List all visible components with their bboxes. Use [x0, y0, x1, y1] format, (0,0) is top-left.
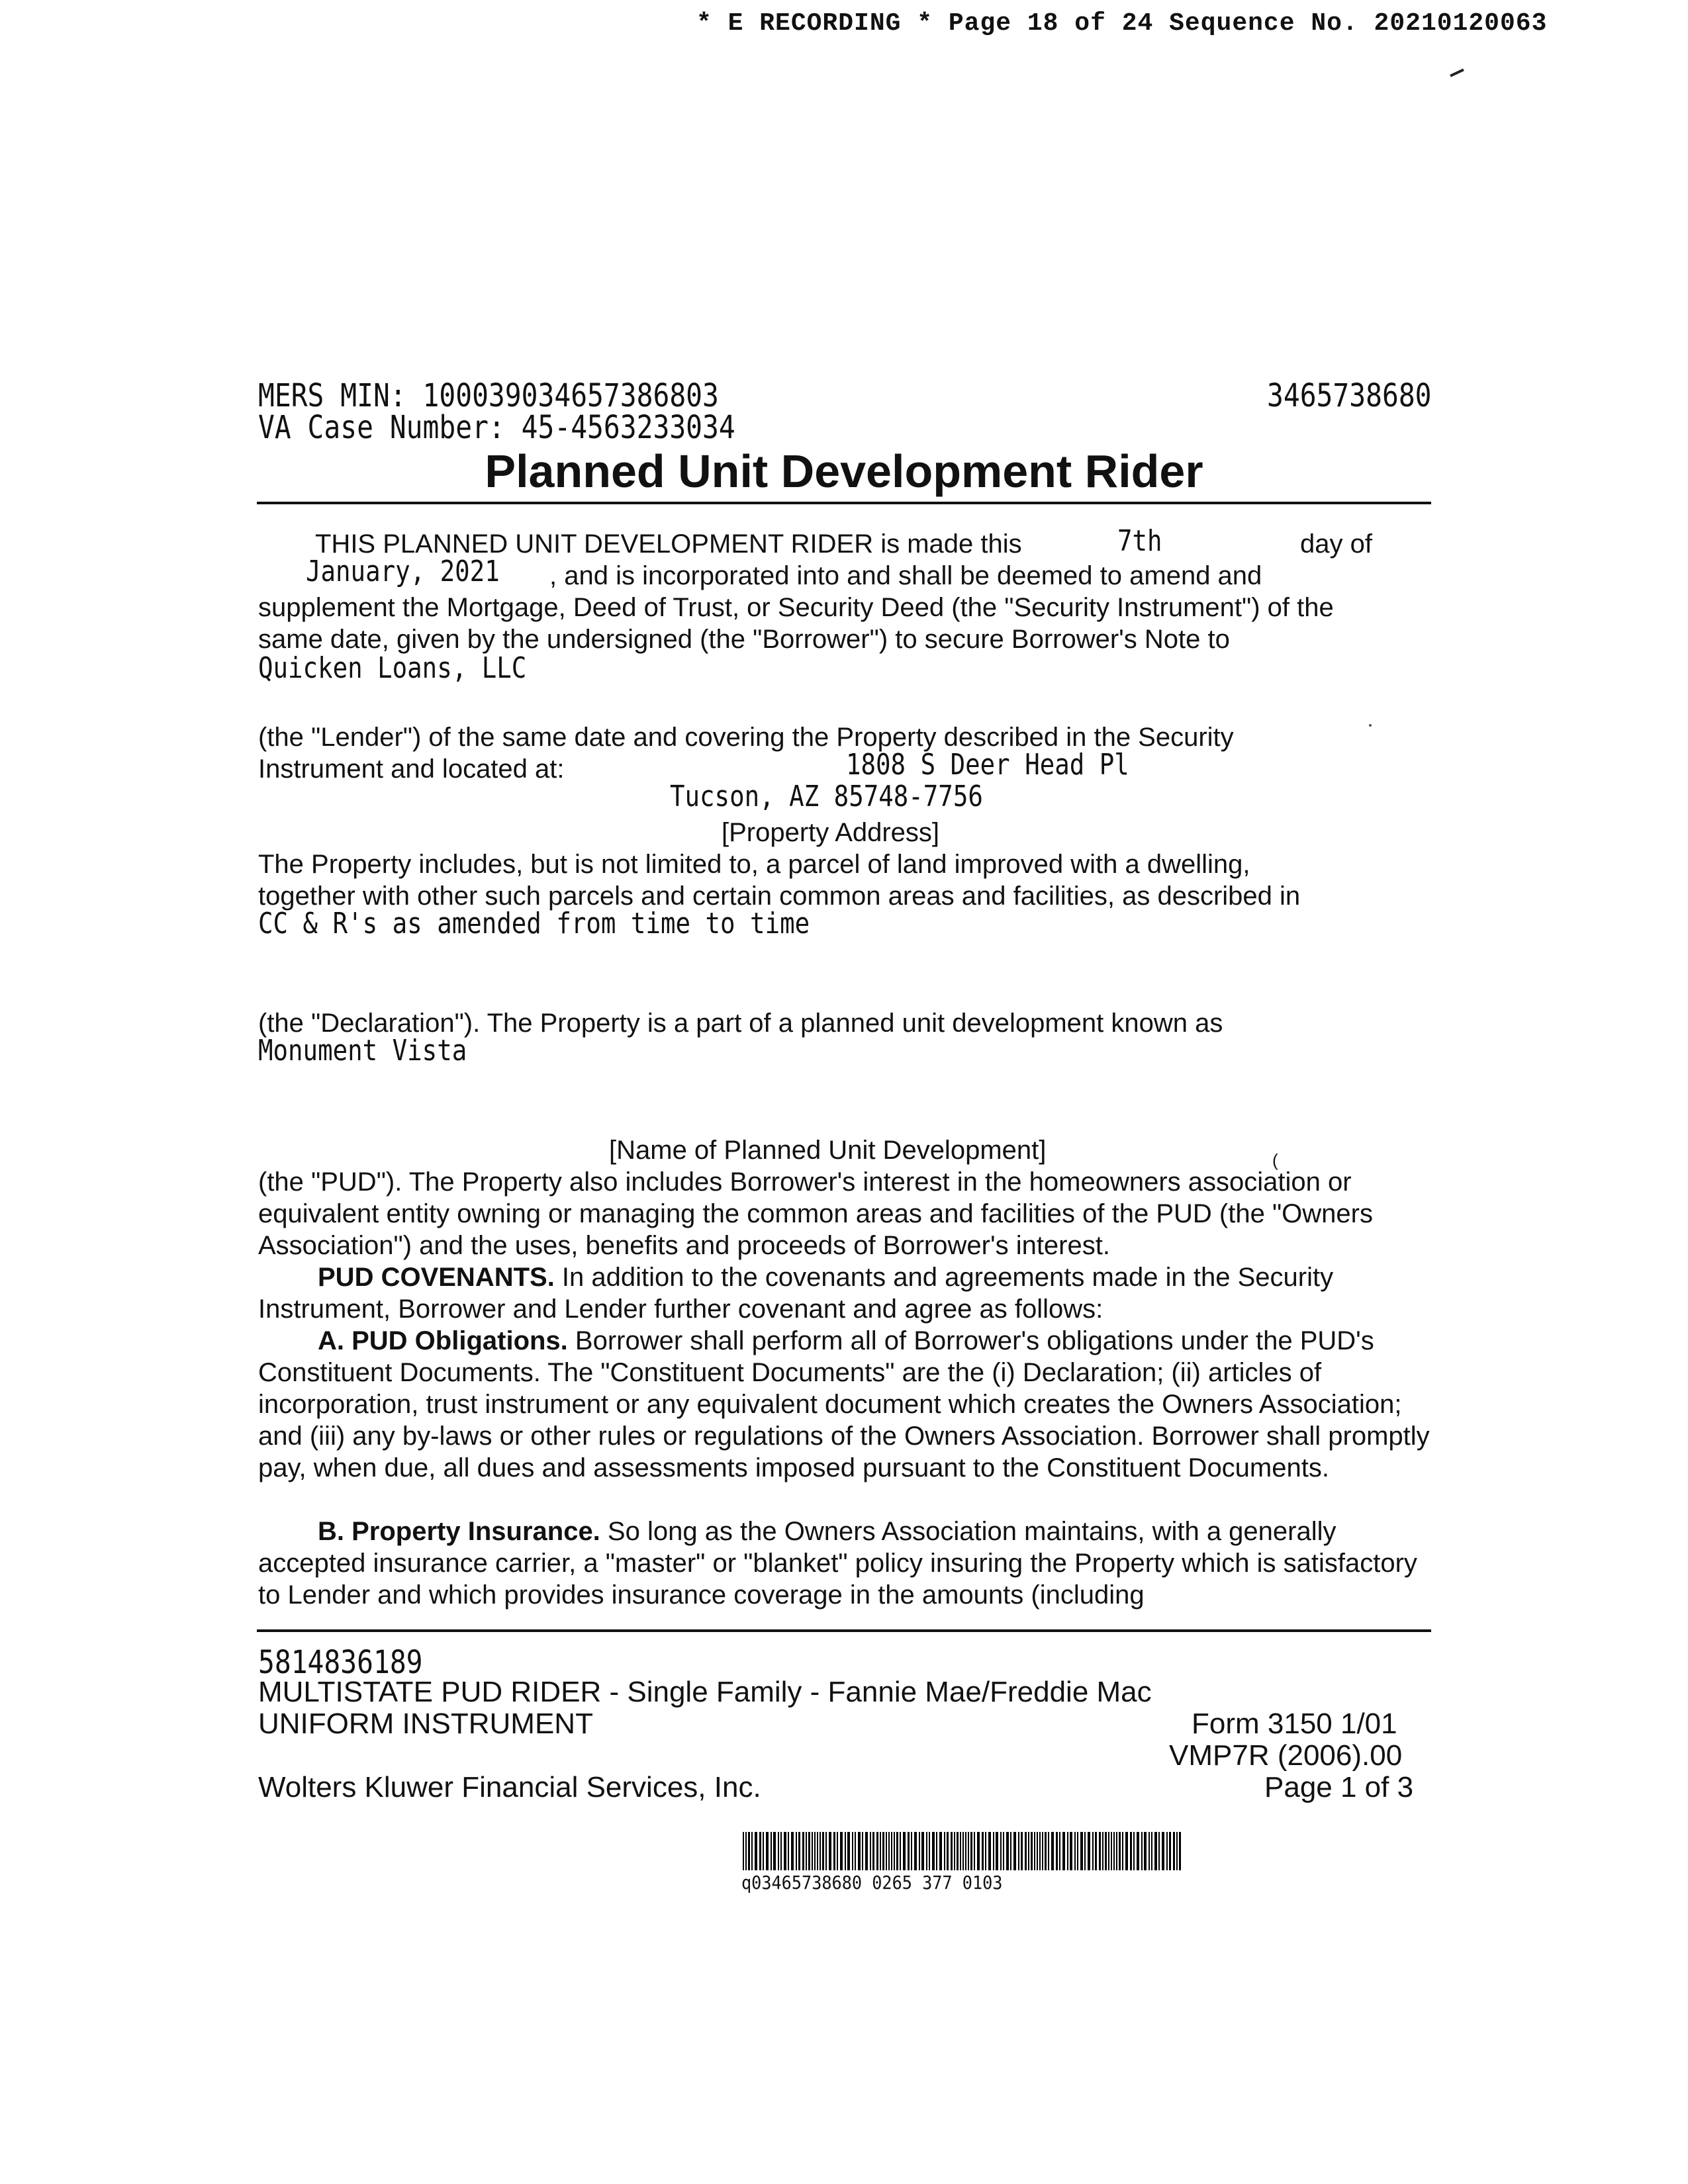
barcode-bar	[965, 1832, 966, 1870]
barcode-bar	[847, 1832, 850, 1870]
barcode-bar	[1006, 1832, 1009, 1870]
barcode-bar	[755, 1832, 757, 1870]
barcode-bar	[1028, 1832, 1029, 1870]
barcode-bar	[996, 1832, 998, 1870]
barcode-bar	[1095, 1832, 1097, 1870]
section-a-heading: A. PUD Obligations.	[318, 1326, 568, 1355]
barcode-bar	[855, 1832, 856, 1870]
barcode-bar	[743, 1832, 744, 1870]
barcode-bar	[802, 1832, 804, 1870]
barcode-bar	[1149, 1832, 1150, 1870]
pud-name: Monument Vista	[258, 1034, 467, 1068]
form-line2: UNIFORM INSTRUMENT	[258, 1707, 593, 1740]
barcode-bar	[1034, 1832, 1035, 1870]
barcode-bar	[796, 1832, 797, 1870]
barcode-bar	[1130, 1832, 1132, 1870]
barcode-bar	[1051, 1832, 1054, 1870]
barcode-bar	[845, 1832, 846, 1870]
barcode-bar	[1088, 1832, 1090, 1870]
barcode-bar	[773, 1832, 776, 1870]
barcode-bar	[1141, 1832, 1143, 1870]
barcode-bar	[1045, 1832, 1047, 1870]
barcode-bar	[957, 1832, 959, 1870]
barcode-bar	[982, 1832, 984, 1870]
declaration-value: CC & R's as amended from time to time	[258, 907, 810, 940]
barcode-bar	[788, 1832, 789, 1870]
title-rule	[257, 502, 1431, 504]
intro-line10: The Property includes, but is not limited to, a parcel of land improved with a dwelling,	[258, 850, 1250, 879]
barcode-bar	[985, 1832, 986, 1870]
barcode-bar	[919, 1832, 920, 1870]
barcode-bar	[766, 1832, 769, 1870]
barcode-bar	[876, 1832, 878, 1870]
barcode-text: q03465738680 0265 377 0103	[741, 1872, 1003, 1893]
loan-number: 3465738680	[1267, 377, 1432, 414]
barcode-bar	[1031, 1832, 1033, 1870]
barcode-bar	[1010, 1832, 1011, 1870]
property-address-line1: 1808 S Deer Head Pl	[846, 748, 1129, 782]
barcode-bar	[886, 1832, 887, 1870]
barcode-bar	[822, 1832, 824, 1870]
pud-name-caption: [Name of Planned Unit Development]	[609, 1136, 1047, 1165]
barcode-bar	[1039, 1832, 1041, 1870]
intro-incorporated: , and is incorporated into and shall be deemed to amend and	[549, 561, 1262, 590]
barcode-bar	[1108, 1832, 1109, 1870]
barcode-bar	[1154, 1832, 1157, 1870]
barcode-bar	[780, 1832, 782, 1870]
barcode-bar	[1092, 1832, 1094, 1870]
page-number: Page 1 of 3	[1264, 1771, 1414, 1803]
section-b-text: So long as the Owners Association maintains, with a generally accepted insurance carrier, a "master" or "blanket" policy insuring the Property which is satisfactory to Lender and which provides insurance coverage in the amounts (including	[258, 1517, 1417, 1610]
barcode-bar	[1162, 1832, 1164, 1870]
barcode-bar	[852, 1832, 853, 1870]
barcode-bar	[936, 1832, 937, 1870]
barcode-bar	[1000, 1832, 1002, 1870]
barcode-bar	[825, 1832, 827, 1870]
barcode-bar	[778, 1832, 779, 1870]
barcode-bar	[1099, 1832, 1101, 1870]
barcode-bar	[1122, 1832, 1123, 1870]
barcode-bar	[1059, 1832, 1060, 1870]
section-b-paragraph	[258, 1516, 1436, 1611]
barcode-bar	[974, 1832, 975, 1870]
barcode-bar	[960, 1832, 961, 1870]
barcode-bar	[903, 1832, 906, 1870]
barcode-bar	[1080, 1832, 1083, 1870]
barcode-bar	[1042, 1832, 1043, 1870]
barcode-bar	[1125, 1832, 1128, 1870]
barcode-bar	[947, 1832, 949, 1870]
intro-line4: same date, given by the undersigned (the "Borrower") to secure Borrower's Note to	[258, 625, 1230, 654]
barcode-bar	[1021, 1832, 1023, 1870]
barcode-bar	[812, 1832, 813, 1870]
barcode-bar	[1158, 1832, 1160, 1870]
footer-rule	[257, 1629, 1431, 1632]
barcode	[743, 1832, 1199, 1870]
barcode-bar	[858, 1832, 861, 1870]
intro-line3: supplement the Mortgage, Deed of Trust, or Security Deed (the "Security Instrument") of the	[258, 593, 1334, 622]
barcode-bar	[840, 1832, 843, 1870]
stray-mark: (	[1272, 1150, 1278, 1170]
barcode-bar	[798, 1832, 800, 1870]
barcode-bar	[745, 1832, 747, 1870]
barcode-bar	[921, 1832, 924, 1870]
recording-stamp: * E RECORDING * Page 18 of 24 Sequence No. 20210120063	[696, 9, 1548, 38]
section-a-paragraph	[258, 1325, 1436, 1484]
barcode-bar	[939, 1832, 942, 1870]
barcode-bar	[1133, 1832, 1135, 1870]
barcode-bar	[865, 1832, 868, 1870]
barcode-bar	[1173, 1832, 1175, 1870]
barcode-bar	[784, 1832, 786, 1870]
barcode-bar	[993, 1832, 994, 1870]
barcode-bar	[929, 1832, 930, 1870]
barcode-bar	[771, 1832, 772, 1870]
barcode-bar	[888, 1832, 890, 1870]
barcode-bar	[751, 1832, 753, 1870]
barcode-bar	[759, 1832, 761, 1870]
barcode-bar	[896, 1832, 898, 1870]
barcode-bar	[1119, 1832, 1121, 1870]
barcode-bar	[880, 1832, 881, 1870]
barcode-bar	[894, 1832, 895, 1870]
barcode-bar	[1056, 1832, 1058, 1870]
intro-line7: Instrument and located at:	[258, 754, 565, 784]
barcode-bar	[1003, 1832, 1004, 1870]
publisher: Wolters Kluwer Financial Services, Inc.	[258, 1771, 761, 1803]
speck	[1369, 724, 1372, 727]
barcode-bar	[900, 1832, 901, 1870]
va-case-number: VA Case Number: 45-4563233034	[258, 409, 735, 446]
barcode-bar	[1037, 1832, 1038, 1870]
barcode-bar	[908, 1832, 910, 1870]
document-title: Planned Unit Development Rider	[485, 445, 1203, 497]
barcode-bar	[1084, 1832, 1086, 1870]
barcode-bar	[1166, 1832, 1168, 1870]
intro-line13: (the "Declaration"). The Property is a part of a planned unit development known as	[258, 1009, 1223, 1038]
barcode-bar	[1013, 1832, 1016, 1870]
barcode-bar	[1116, 1832, 1117, 1870]
barcode-bar	[837, 1832, 838, 1870]
barcode-bar	[808, 1832, 810, 1870]
barcode-bar	[911, 1832, 912, 1870]
property-address-line2: Tucson, AZ 85748-7756	[670, 780, 983, 813]
barcode-bar	[977, 1832, 980, 1870]
pud-covenants-paragraph	[258, 1261, 1436, 1325]
intro-made-this: THIS PLANNED UNIT DEVELOPMENT RIDER is made this	[315, 529, 1022, 559]
barcode-bar	[862, 1832, 863, 1870]
form-line1: MULTISTATE PUD RIDER - Single Family - Fannie Mae/Freddie Mac	[258, 1676, 1152, 1708]
barcode-bar	[748, 1832, 750, 1870]
barcode-bar	[806, 1832, 807, 1870]
pud-paragraph: (the "PUD"). The Property also includes Borrower's interest in the homeowners association or equivalent entity owning or managing the common areas and facilities of the PUD (the "Owners Association") and the uses, benefits and proceeds of Borrower's interest.	[258, 1167, 1373, 1260]
barcode-bar	[820, 1832, 821, 1870]
barcode-bar	[814, 1832, 816, 1870]
intro-day-of: day of	[1300, 529, 1372, 559]
barcode-bar	[1067, 1832, 1068, 1870]
barcode-bar	[951, 1832, 953, 1870]
barcode-bar	[1077, 1832, 1078, 1870]
covenants-heading: PUD COVENANTS.	[318, 1263, 555, 1292]
intro-line6: (the "Lender") of the same date and covering the Property described in the Security	[258, 723, 1234, 752]
barcode-bar	[1176, 1832, 1178, 1870]
barcode-bar	[1144, 1832, 1147, 1870]
mers-min: MERS MIN: 100039034657386803	[258, 377, 719, 414]
barcode-bar	[1074, 1832, 1076, 1870]
barcode-bar	[833, 1832, 835, 1870]
barcode-bar	[962, 1832, 964, 1870]
barcode-bar	[988, 1832, 991, 1870]
date-value: January, 2021	[306, 555, 500, 588]
intro-line11: together with other such parcels and certain common areas and facilities, as described in	[258, 882, 1301, 911]
covenants-text: In addition to the covenants and agreements made in the Security Instrument, Borrower and Lender further covenant and agree as follows:	[258, 1263, 1334, 1324]
barcode-bar	[926, 1832, 927, 1870]
barcode-bar	[1048, 1832, 1049, 1870]
barcode-bar	[1169, 1832, 1171, 1870]
barcode-bar	[970, 1832, 972, 1870]
barcode-bar	[882, 1832, 884, 1870]
barcode-bar	[1105, 1832, 1107, 1870]
barcode-bar	[791, 1832, 794, 1870]
vmp-code: VMP7R (2006).00	[1169, 1739, 1403, 1772]
barcode-bar	[932, 1832, 935, 1870]
lender-name: Quicken Loans, LLC	[258, 651, 527, 685]
barcode-bar	[1137, 1832, 1139, 1870]
barcode-bar	[1151, 1832, 1152, 1870]
barcode-bar	[817, 1832, 818, 1870]
barcode-bar	[1113, 1832, 1115, 1870]
barcode-bar	[954, 1832, 955, 1870]
barcode-bar	[1102, 1832, 1103, 1870]
section-b-heading: B. Property Insurance.	[318, 1517, 600, 1546]
barcode-bar	[1070, 1832, 1072, 1870]
day-value: 7th	[1117, 524, 1162, 558]
section-a-text: Borrower shall perform all of Borrower's obligations under the PUD's Constituent Documents. The "Constituent Documents" are the (i) Declaration; (ii) articles of incorporation, trust instrument or any equivalent document which creates the Owners Association; and (iii) any by-laws or other rules or regulations of the Owners Association. Borrower shall promptly pay, when due, all dues and assessments imposed pursuant to the Constituent Documents.	[258, 1326, 1430, 1482]
barcode-bar	[968, 1832, 969, 1870]
barcode-bar	[763, 1832, 764, 1870]
document-id: 5814836189	[258, 1644, 423, 1681]
barcode-bar	[870, 1832, 871, 1870]
barcode-bar	[1062, 1832, 1065, 1870]
barcode-bar	[891, 1832, 892, 1870]
barcode-bar	[872, 1832, 874, 1870]
form-number: Form 3150 1/01	[1192, 1707, 1397, 1740]
barcode-bar	[1179, 1832, 1181, 1870]
pen-mark	[1450, 69, 1464, 77]
barcode-bar	[1018, 1832, 1019, 1870]
barcode-bar	[914, 1832, 917, 1870]
barcode-bar	[1025, 1832, 1027, 1870]
barcode-bar	[944, 1832, 945, 1870]
barcode-bar	[1111, 1832, 1112, 1870]
barcode-bar	[829, 1832, 831, 1870]
property-address-caption: [Property Address]	[722, 818, 940, 847]
